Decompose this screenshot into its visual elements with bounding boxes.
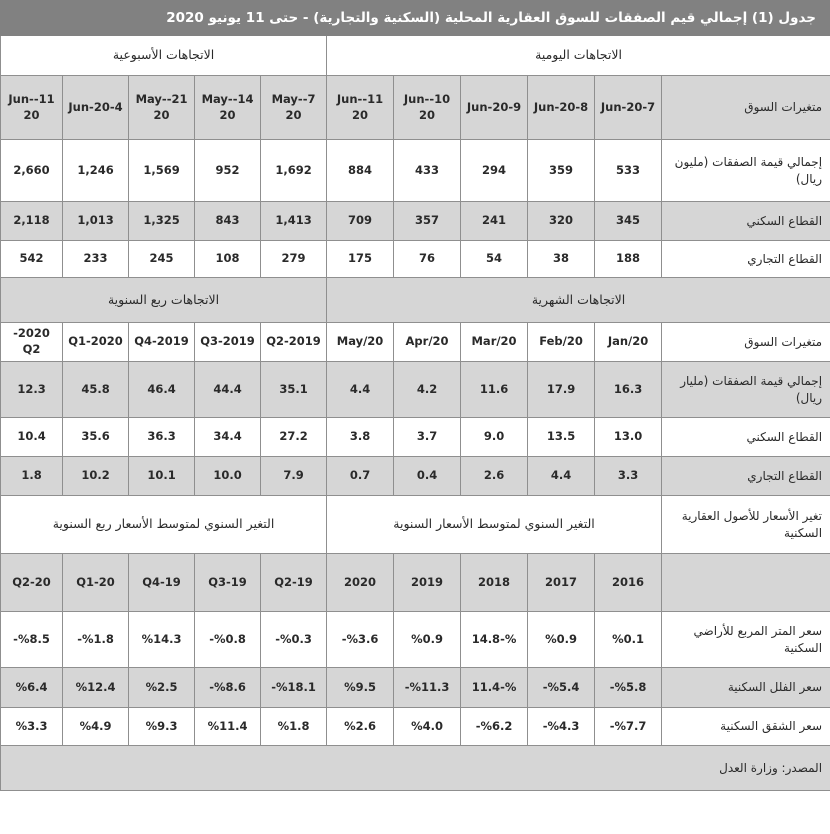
column-header: 9-Jun-20 — [461, 76, 528, 140]
data-cell: %12.4 — [63, 668, 129, 708]
data-cell: %3.6- — [327, 612, 394, 668]
group-header-daily: الاتجاهات اليومية — [327, 36, 830, 76]
data-cell: %7.7- — [595, 708, 662, 746]
column-header: 2019-Q2 — [261, 323, 327, 362]
column-header: 19-Q2 — [261, 554, 327, 612]
data-cell: %11.3- — [394, 668, 461, 708]
table-title: جدول (1) إجمالي قيم الصفقات للسوق العقارية المحلية (السكنية والتجارية) - حتى 11 يونيو 2020 — [1, 1, 830, 36]
data-cell: 2.6 — [461, 457, 528, 496]
empty-header-cell — [662, 554, 830, 612]
data-cell: 1,413 — [261, 202, 327, 241]
data-cell: 233 — [63, 241, 129, 278]
data-cell: 12.3 — [1, 362, 63, 418]
data-cell: 36.3 — [129, 418, 195, 457]
data-cell: 533 — [595, 140, 662, 202]
row-label: القطاع التجاري — [662, 457, 830, 496]
data-cell: 952 — [195, 140, 261, 202]
column-header: Jan/20 — [595, 323, 662, 362]
data-cell: 1,692 — [261, 140, 327, 202]
row-label: القطاع التجاري — [662, 241, 830, 278]
data-cell: %2.6 — [327, 708, 394, 746]
row-label: القطاع السكني — [662, 202, 830, 241]
column-header: 19-Q4 — [129, 554, 195, 612]
data-cell: %5.8- — [595, 668, 662, 708]
column-header-row — [1, 76, 830, 140]
data-cell: 542 — [1, 241, 63, 278]
column-header: 11-Jun-20 — [1, 76, 63, 140]
data-cell: %6.4 — [1, 668, 63, 708]
column-header: 7-Jun-20 — [595, 76, 662, 140]
data-cell: 7.9 — [261, 457, 327, 496]
data-cell: 1.8 — [1, 457, 63, 496]
column-header: 2019 — [394, 554, 461, 612]
data-cell: %1.8 — [261, 708, 327, 746]
data-cell: %11.4 — [195, 708, 261, 746]
data-cell: 320 — [528, 202, 595, 241]
data-cell: 4.4 — [528, 457, 595, 496]
column-header: 19-Q3 — [195, 554, 261, 612]
column-header-row — [1, 554, 830, 612]
column-header: May/20 — [327, 323, 394, 362]
group-header-monthly: الاتجاهات الشهرية — [327, 278, 830, 323]
row-label: إجمالي قيمة الصفقات (مليار ريال) — [662, 362, 830, 418]
data-cell: 3.8 — [327, 418, 394, 457]
column-header: Feb/20 — [528, 323, 595, 362]
data-cell: %2.5 — [129, 668, 195, 708]
data-cell: 44.4 — [195, 362, 261, 418]
data-cell: 13.0 — [595, 418, 662, 457]
data-cell: %9.3 — [129, 708, 195, 746]
table-row — [1, 668, 830, 708]
column-header-row — [1, 323, 830, 362]
data-cell: 54 — [461, 241, 528, 278]
column-header: 10-Jun-20 — [394, 76, 461, 140]
data-cell: %-11.4 — [461, 668, 528, 708]
data-cell: %3.3 — [1, 708, 63, 746]
column-header: 2020-Q1 — [63, 323, 129, 362]
column-header: 2020 — [327, 554, 394, 612]
market-variables-header: متغيرات السوق — [662, 76, 830, 140]
data-cell: %4.0 — [394, 708, 461, 746]
data-cell: 1,013 — [63, 202, 129, 241]
data-cell: 843 — [195, 202, 261, 241]
data-cell: 35.6 — [63, 418, 129, 457]
data-cell: %0.1 — [595, 612, 662, 668]
data-cell: 35.1 — [261, 362, 327, 418]
data-cell: 294 — [461, 140, 528, 202]
market-variables-header: متغيرات السوق — [662, 323, 830, 362]
data-cell: 16.3 — [595, 362, 662, 418]
data-cell: 884 — [327, 140, 394, 202]
data-cell: 245 — [129, 241, 195, 278]
column-header: 2016 — [595, 554, 662, 612]
data-cell: %4.3- — [528, 708, 595, 746]
data-cell: %18.1- — [261, 668, 327, 708]
data-cell: 76 — [394, 241, 461, 278]
row-label: إجمالي قيمة الصفقات (مليون ريال) — [662, 140, 830, 202]
data-cell: 1,569 — [129, 140, 195, 202]
data-cell: %-14.8 — [461, 612, 528, 668]
data-cell: 4.2 — [394, 362, 461, 418]
data-cell: 17.9 — [528, 362, 595, 418]
data-cell: 27.2 — [261, 418, 327, 457]
data-cell: 188 — [595, 241, 662, 278]
data-cell: 359 — [528, 140, 595, 202]
data-cell: 4.4 — [327, 362, 394, 418]
data-cell: 10.4 — [1, 418, 63, 457]
table-row — [1, 241, 830, 278]
table-row — [1, 457, 830, 496]
data-cell: 11.6 — [461, 362, 528, 418]
data-cell: %0.9 — [394, 612, 461, 668]
data-cell: %4.9 — [63, 708, 129, 746]
source-note: المصدر: وزارة العدل — [1, 746, 830, 791]
data-cell: 345 — [595, 202, 662, 241]
data-cell: 3.3 — [595, 457, 662, 496]
group-header-quarterly: الاتجاهات ربع السنوية — [1, 278, 327, 323]
data-cell: 433 — [394, 140, 461, 202]
column-header: 2019-Q4 — [129, 323, 195, 362]
column-header: 7-May-20 — [261, 76, 327, 140]
data-cell: %5.4- — [528, 668, 595, 708]
column-header: 20-Q2 — [1, 554, 63, 612]
column-header: 2017 — [528, 554, 595, 612]
column-header: 2020-Q2 — [1, 323, 63, 362]
table-row — [1, 612, 830, 668]
row-label: القطاع السكني — [662, 418, 830, 457]
data-cell: 0.4 — [394, 457, 461, 496]
column-header: 4-Jun-20 — [63, 76, 129, 140]
table-row — [1, 418, 830, 457]
group-header-annual-change: التغير السنوي لمتوسط الأسعار السنوية — [327, 496, 662, 554]
data-cell: 175 — [327, 241, 394, 278]
column-header: 2019-Q3 — [195, 323, 261, 362]
data-cell: %1.8- — [63, 612, 129, 668]
data-cell: 0.7 — [327, 457, 394, 496]
data-cell: 9.0 — [461, 418, 528, 457]
column-header: 14-May-20 — [195, 76, 261, 140]
price-change-header: تغير الأسعار للأصول العقارية السكنية — [662, 496, 830, 554]
table-row — [1, 708, 830, 746]
column-header: Mar/20 — [461, 323, 528, 362]
data-cell: %14.3 — [129, 612, 195, 668]
data-cell: 709 — [327, 202, 394, 241]
data-cell: %0.3- — [261, 612, 327, 668]
table-row — [1, 140, 830, 202]
column-header: 11-Jun-20 — [327, 76, 394, 140]
group-header-quarterly-change: التغير السنوي لمتوسط الأسعار ربع السنوية — [1, 496, 327, 554]
data-cell: 38 — [528, 241, 595, 278]
data-cell: 357 — [394, 202, 461, 241]
data-cell: %8.6- — [195, 668, 261, 708]
column-header: Apr/20 — [394, 323, 461, 362]
data-cell: %0.9 — [528, 612, 595, 668]
data-cell: %0.8- — [195, 612, 261, 668]
data-cell: 279 — [261, 241, 327, 278]
data-cell: 10.2 — [63, 457, 129, 496]
data-cell: 1,246 — [63, 140, 129, 202]
column-header: 2018 — [461, 554, 528, 612]
data-cell: 45.8 — [63, 362, 129, 418]
data-cell: 10.0 — [195, 457, 261, 496]
data-cell: 46.4 — [129, 362, 195, 418]
table-row — [1, 362, 830, 418]
data-cell: %6.2- — [461, 708, 528, 746]
data-cell: 13.5 — [528, 418, 595, 457]
row-label: سعر الفلل السكنية — [662, 668, 830, 708]
data-cell: 2,660 — [1, 140, 63, 202]
data-cell: 108 — [195, 241, 261, 278]
data-cell: 34.4 — [195, 418, 261, 457]
column-header: 21-May-20 — [129, 76, 195, 140]
data-cell: %9.5 — [327, 668, 394, 708]
data-cell: 1,325 — [129, 202, 195, 241]
row-label: سعر المتر المربع للأراضي السكنية — [662, 612, 830, 668]
group-header-weekly: الاتجاهات الأسبوعية — [1, 36, 327, 76]
data-cell: 241 — [461, 202, 528, 241]
data-cell: 3.7 — [394, 418, 461, 457]
data-cell: %8.5- — [1, 612, 63, 668]
table-row — [1, 202, 830, 241]
column-header: 8-Jun-20 — [528, 76, 595, 140]
data-cell: 2,118 — [1, 202, 63, 241]
row-label: سعر الشقق السكنية — [662, 708, 830, 746]
data-cell: 10.1 — [129, 457, 195, 496]
column-header: 20-Q1 — [63, 554, 129, 612]
